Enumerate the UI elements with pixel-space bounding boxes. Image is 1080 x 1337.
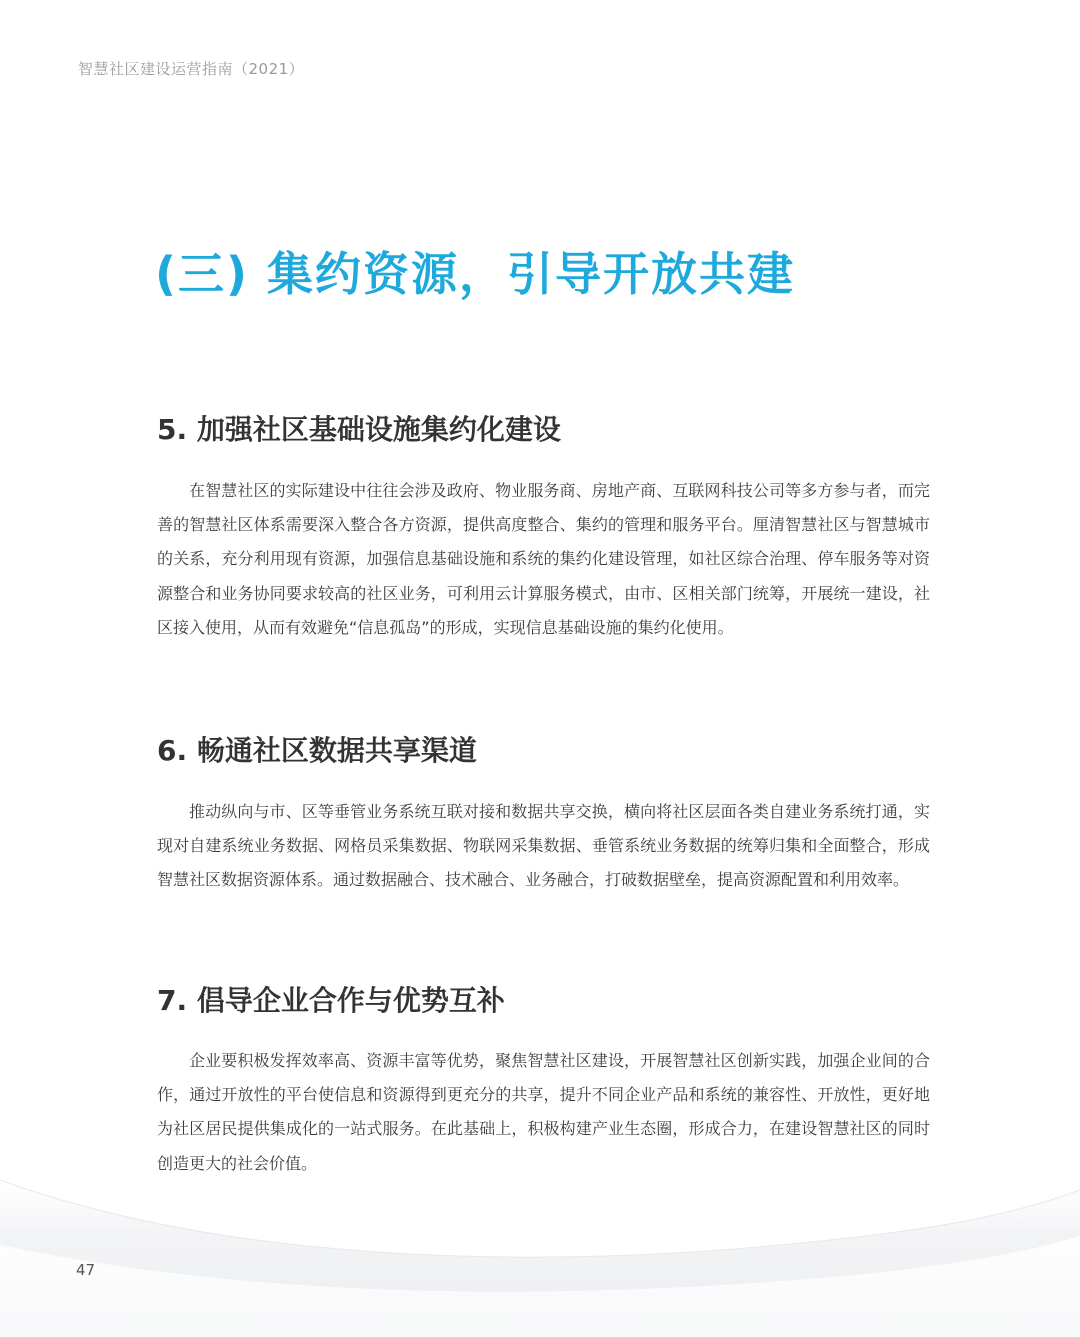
section-body-6: 推动纵向与市、区等垂管业务系统互联对接和数据共享交换，横向将社区层面各类自建业务系统打通，实现对自建系统业务数据、网格员采集数据、物联网采集数据、垂管系统业务数据的统筹归集和全面整合，形成智慧社区数据资源体系。通过数据融合、技术融合、业务融合，打破数据壁垒，提高资源配置和利用效率。: [157, 802, 930, 890]
section-heading-5: 5. 加强社区基础设施集约化建设: [157, 413, 561, 446]
section-body-5: 在智慧社区的实际建设中往往会涉及政府、物业服务商、房地产商、互联网科技公司等多方参与者，而完善的智慧社区体系需要深入整合各方资源，提供高度整合、集约的管理和服务平台。厘清智慧社区与智慧城市的关系，充分利用现有资源，加强信息基础设施和系统的集约化建设管理，如社区综合治理、停车服务等对资源整合和业务协同要求较高的社区业务，可利用云计算服务模式，由市、区相关部门统筹，开展统一建设，社区接入使用，从而有效避免“信息孤岛”的形成，实现信息基础设施的集约化使用。: [157, 481, 930, 637]
section-body-7: 企业要积极发挥效率高、资源丰富等优势，聚焦智慧社区建设，开展智慧社区创新实践，加强企业间的合作，通过开放性的平台使信息和资源得到更充分的共享，提升不同企业产品和系统的兼容性、开放性，更好地为社区居民提供集成化的一站式服务。在此基础上，积极构建产业生态圈，形成合力，在建设智慧社区的同时创造更大的社会价值。: [157, 1051, 930, 1173]
section-heading-6: 6. 畅通社区数据共享渠道: [157, 734, 477, 767]
chapter-title: (三) 集约资源，引导开放共建: [155, 247, 796, 301]
section-heading-7: 7. 倡导企业合作与优势互补: [157, 984, 505, 1017]
decorative-wave-background: [0, 1150, 1080, 1337]
page-number: 47: [76, 1261, 96, 1279]
running-header: 智慧社区建设运营指南（2021）: [78, 60, 305, 78]
